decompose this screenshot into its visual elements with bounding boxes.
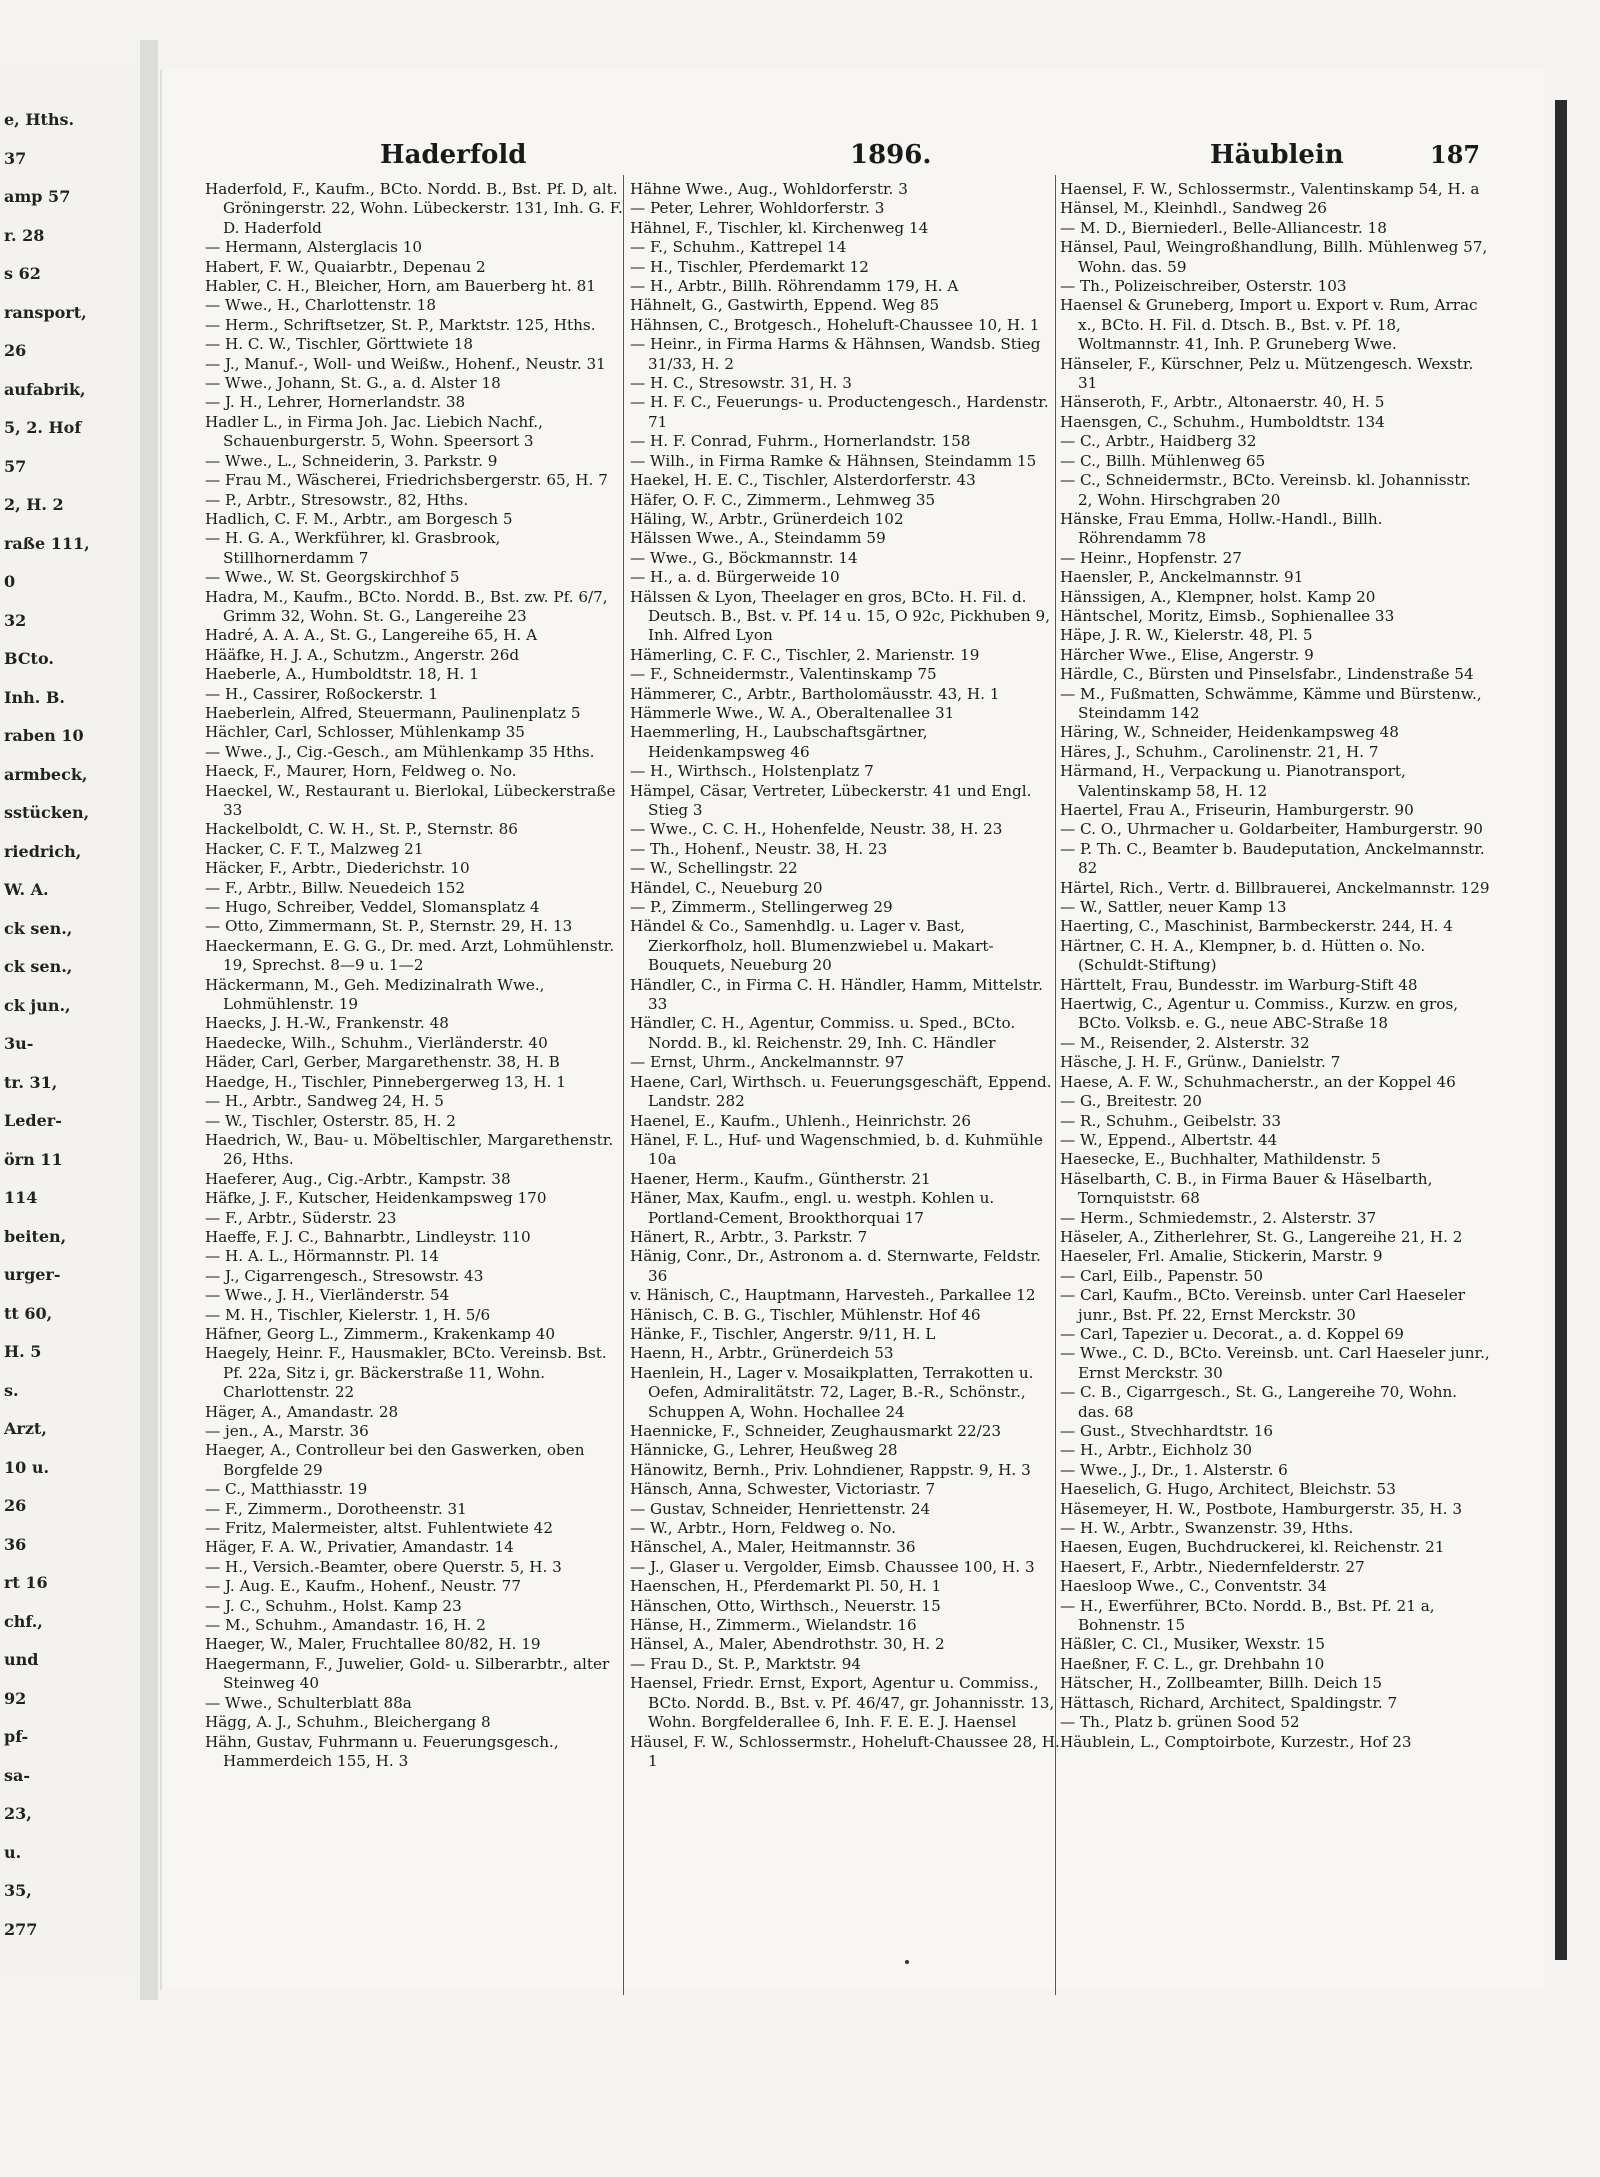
left-page-text-fragment: Arzt, <box>4 1419 47 1438</box>
left-page-text-fragment: 57 <box>4 456 27 476</box>
directory-entry: — Otto, Zimmermann, St. P., Sternstr. 29, H. 13 <box>205 917 573 936</box>
directory-entry: Haegermann, F., Juwelier, Gold- u. Silberarbtr., alter Steinweg 40 <box>205 1654 610 1693</box>
directory-entry: Habler, C. H., Bleicher, Horn, am Bauerberg ht. 81 <box>205 277 596 296</box>
left-page-text-fragment: chf., <box>4 1611 43 1631</box>
directory-entry: Häfer, O. F. C., Zimmerm., Lehmweg 35 <box>630 490 936 509</box>
directory-entry: Haesecke, E., Buchhalter, Mathildenstr. 5 <box>1060 1150 1381 1169</box>
directory-entry: Hättasch, Richard, Architect, Spaldingstr. 7 <box>1060 1693 1398 1712</box>
left-page-fragment <box>0 60 146 1980</box>
directory-entry: — H. C. W., Tischler, Görttwiete 18 <box>205 335 474 354</box>
directory-entry: Härtner, C. H. A., Klempner, b. d. Hütten o. No. (Schuldt-Stiftung) <box>1060 936 1426 975</box>
directory-entry: Hänseler, F., Kürschner, Pelz u. Mützengesch. Wexstr. 31 <box>1060 354 1474 393</box>
left-page-text-fragment: 114 <box>4 1188 38 1207</box>
directory-entry: Haegely, Heinr. F., Hausmakler, BCto. Vereinsb. Bst. Pf. 22a, Sitz i, gr. Bäckerstraße 11, Wohn. Charlottenstr. 22 <box>205 1344 607 1402</box>
directory-entry: — Wwe., J., Dr., 1. Alsterstr. 6 <box>1060 1460 1288 1479</box>
directory-entry: — P., Arbtr., Stresowstr., 82, Hths. <box>205 490 469 509</box>
directory-entry: — Ernst, Uhrm., Anckelmannstr. 97 <box>630 1053 905 1072</box>
directory-entry: — H., Cassirer, Roßockerstr. 1 <box>205 684 438 703</box>
directory-entry: Haeger, W., Maler, Fruchtallee 80/82, H. 19 <box>205 1635 541 1654</box>
left-page-text-fragment: 37 <box>4 148 27 168</box>
directory-entry: Haesen, Eugen, Buchdruckerei, kl. Reichenstr. 21 <box>1060 1538 1445 1557</box>
directory-entry: — H. A. L., Hörmannstr. Pl. 14 <box>205 1247 439 1266</box>
directory-entry: Haensel, Friedr. Ernst, Export, Agentur u. Commiss., BCto. Nordd. B., Bst. v. Pf. 46/47, gr. Johannisstr. 13, Wohn. Borgfelderallee 6, Inh. F. E. E. J. Haensel <box>630 1674 1055 1732</box>
left-page-text-fragment: 35, <box>4 1881 32 1900</box>
directory-entry: Hänseroth, F., Arbtr., Altonaerstr. 40, H. 5 <box>1060 393 1385 412</box>
left-page-text-fragment: s 62 <box>4 264 41 283</box>
directory-entry: Härcher Wwe., Elise, Angerstr. 9 <box>1060 645 1314 664</box>
column-1 <box>205 180 625 1771</box>
directory-entry: Häger, F. A. W., Privatier, Amandastr. 14 <box>205 1538 514 1557</box>
column-3 <box>1060 180 1490 1752</box>
directory-entry: Haeffe, F. J. C., Bahnarbtr., Lindleystr. 110 <box>205 1227 531 1246</box>
left-page-text-fragment: amp 57 <box>4 187 71 206</box>
directory-entry: — F., Schneidermstr., Valentinskamp 75 <box>630 665 937 684</box>
directory-entry: Haensler, P., Anckelmannstr. 91 <box>1060 568 1304 587</box>
directory-entry: — W., Eppend., Albertstr. 44 <box>1060 1130 1278 1149</box>
directory-entry: — Gust., Stvechhardtstr. 16 <box>1060 1422 1274 1440</box>
directory-entry: Hämpel, Cäsar, Vertreter, Lübeckerstr. 41 und Engl. Stieg 3 <box>630 781 1032 819</box>
directory-entry: — C., Arbtr., Haidberg 32 <box>1060 432 1257 451</box>
directory-entry: Haderfold, F., Kaufm., BCto. Nordd. B., Bst. Pf. D, alt. Gröningerstr. 22, Wohn. Lübeckerstr. 131, Inh. G. F. D. Haderfold <box>205 180 623 237</box>
page-fold <box>140 40 158 2000</box>
left-page-text-fragment: r. 28 <box>4 225 45 245</box>
directory-entry: — Wwe., Schulterblatt 88a <box>205 1693 412 1712</box>
left-page-text-fragment: 26 <box>4 1496 27 1515</box>
left-page-text-fragment: aufabrik, <box>4 379 86 399</box>
directory-entry: Haertel, Frau A., Friseurin, Hamburgerstr. 90 <box>1060 801 1414 819</box>
directory-entry: — J. C., Schuhm., Holst. Kamp 23 <box>205 1596 462 1615</box>
directory-entry: Haekel, H. E. C., Tischler, Alsterdorferstr. 43 <box>630 471 976 490</box>
directory-entry: Hääfke, H. J. A., Schutzm., Angerstr. 26d <box>205 645 520 664</box>
directory-entry: Haeckel, W., Restaurant u. Bierlokal, Lübeckerstraße 33 <box>205 781 616 819</box>
directory-entry: Hämerling, C. F. C., Tischler, 2. Marienstr. 19 <box>630 645 980 664</box>
directory-entry: — Fritz, Malermeister, altst. Fuhlentwiete 42 <box>205 1519 554 1538</box>
directory-entry: Haeberlein, Alfred, Steuermann, Paulinenplatz 5 <box>205 703 581 722</box>
directory-entry: — H., Tischler, Pferdemarkt 12 <box>630 257 869 276</box>
directory-entry: Hännicke, G., Lehrer, Heußweg 28 <box>630 1441 898 1460</box>
directory-entry: Haenschen, H., Pferdemarkt Pl. 50, H. 1 <box>630 1577 942 1596</box>
directory-entry: Haeck, F., Maurer, Horn, Feldweg o. No. <box>205 762 517 781</box>
directory-entry: — P., Zimmerm., Stellingerweg 29 <box>630 898 893 917</box>
directory-entry: Hähnsen, C., Brotgesch., Hoheluft-Chaussee 10, H. 1 <box>630 315 1040 334</box>
directory-entry: Haeberle, A., Humboldtstr. 18, H. 1 <box>205 665 479 684</box>
directory-entry: Hänke, F., Tischler, Angerstr. 9/11, H. L <box>630 1324 936 1343</box>
directory-entry: — W., Arbtr., Horn, Feldweg o. No. <box>630 1519 896 1538</box>
left-page-text-fragment: 92 <box>4 1688 27 1708</box>
directory-entry: — Carl, Eilb., Papenstr. 50 <box>1060 1266 1264 1285</box>
directory-entry: — M. H., Tischler, Kielerstr. 1, H. 5/6 <box>205 1305 491 1324</box>
directory-entry: Haene, Carl, Wirthsch. u. Feuerungsgeschäft, Eppend. Landstr. 282 <box>630 1072 1052 1111</box>
directory-entry: — H., Arbtr., Billh. Röhrendamm 179, H. A <box>630 277 959 296</box>
directory-entry: Haensel & Gruneberg, Import u. Export v. Rum, Arrac x., BCto. H. Fil. d. Dtsch. B., Bst. v. Pf. 18, Woltmannstr. 41, Inh. P. Gruneberg Wwe. <box>1060 296 1478 354</box>
directory-entry: Händel & Co., Samenhdlg. u. Lager v. Bast, Zierkorfholz, holl. Blumenzwiebel u. Makart-Bouquets, Neueburg 20 <box>630 917 994 975</box>
directory-entry: Häring, W., Schneider, Heidenkampsweg 48 <box>1060 723 1399 742</box>
directory-entry: — Peter, Lehrer, Wohldorferstr. 3 <box>630 199 885 218</box>
directory-entry: Hägg, A. J., Schuhm., Bleichergang 8 <box>205 1713 491 1732</box>
directory-entry: — Wilh., in Firma Ramke & Hähnsen, Steindamm 15 <box>630 451 1037 470</box>
directory-entry: — F., Arbtr., Billw. Neuedeich 152 <box>205 878 466 897</box>
directory-entry: — M., Fußmatten, Schwämme, Kämme und Bürstenw., Steindamm 142 <box>1060 684 1482 722</box>
directory-entry: Haeger, A., Controlleur bei den Gaswerken, oben Borgfelde 29 <box>205 1441 585 1479</box>
directory-entry: Haese, A. F. W., Schuhmacherstr., an der Koppel 46 <box>1060 1072 1456 1091</box>
directory-entry: — Wwe., C. D., BCto. Vereinsb. unt. Carl Haeseler junr., Ernst Merckstr. 30 <box>1060 1344 1490 1382</box>
directory-entry: Häcker, F., Arbtr., Diederichstr. 10 <box>205 859 470 878</box>
directory-entry: Hadler L., in Firma Joh. Jac. Liebich Nachf., Schauenburgerstr. 5, Wohn. Speersort 3 <box>205 412 543 451</box>
directory-entry: — C. B., Cigarrgesch., St. G., Langereihe 70, Wohn. das. 68 <box>1060 1383 1458 1421</box>
directory-entry: — Hermann, Alsterglacis 10 <box>205 238 423 257</box>
directory-entry: — Th., Hohenf., Neustr. 38, H. 23 <box>630 839 888 858</box>
directory-entry: Härdle, C., Bürsten und Pinselsfabr., Lindenstraße 54 <box>1060 665 1474 684</box>
directory-entry: — M. D., Bierniederl., Belle-Alliancestr. 18 <box>1060 218 1387 237</box>
directory-entry: — Hugo, Schreiber, Veddel, Slomansplatz 4 <box>205 898 540 917</box>
directory-entry: — Herm., Schriftsetzer, St. P., Marktstr. 125, Hths. <box>205 315 596 334</box>
directory-entry: — F., Arbtr., Süderstr. 23 <box>205 1208 397 1227</box>
directory-entry: Hänssigen, A., Klempner, holst. Kamp 20 <box>1060 587 1376 606</box>
left-page-text-fragment: raße 111, <box>4 533 90 553</box>
left-page-text-fragment: 36 <box>4 1534 27 1554</box>
left-page-text-fragment: 26 <box>4 341 27 360</box>
directory-entry: Hähne Wwe., Aug., Wohldorferstr. 3 <box>630 180 908 198</box>
directory-entry: Häner, Max, Kaufm., engl. u. westph. Kohlen u. Portland-Cement, Brookthorquai 17 <box>630 1189 995 1227</box>
directory-entry: Häsemeyer, H. W., Postbote, Hamburgerstr. 35, H. 3 <box>1060 1499 1462 1518</box>
directory-entry: — H. F. Conrad, Fuhrm., Hornerlandstr. 158 <box>630 432 971 451</box>
directory-entry: Haerting, C., Maschinist, Barmbeckerstr. 244, H. 4 <box>1060 917 1453 936</box>
directory-entry: Häntschel, Moritz, Eimsb., Sophienallee 33 <box>1060 606 1395 625</box>
left-page-text-fragment: u. <box>4 1842 22 1862</box>
directory-entry: Hänig, Conr., Dr., Astronom a. d. Sternwarte, Feldstr. 36 <box>630 1247 1041 1285</box>
directory-entry: — H., Arbtr., Eichholz 30 <box>1060 1441 1253 1460</box>
directory-entry: — F., Zimmerm., Dorotheenstr. 31 <box>205 1499 467 1518</box>
directory-entry: — Carl, Kaufm., BCto. Vereinsb. unter Carl Haeseler junr., Bst. Pf. 22, Ernst Merckstr. 30 <box>1060 1286 1466 1324</box>
directory-entry: Hälssen & Lyon, Theelager en gros, BCto. H. Fil. d. Deutsch. B., Bst. v. Pf. 14 u. 15, O 92c, Pickhuben 9, Inh. Alfred Lyon <box>630 587 1051 645</box>
directory-entry: Haenn, H., Arbtr., Grünerdeich 53 <box>630 1344 894 1363</box>
left-page-text-fragment: 0 <box>4 572 16 591</box>
directory-entry: Haensgen, C., Schuhm., Humboldtstr. 134 <box>1060 412 1385 431</box>
directory-entry: — Wwe., C. C. H., Hohenfelde, Neustr. 38, H. 23 <box>630 820 1003 839</box>
directory-entry: — H. F. C., Feuerungs- u. Productengesch., Hardenstr. 71 <box>630 393 1049 431</box>
directory-entry: Haennicke, F., Schneider, Zeughausmarkt 22/23 <box>630 1422 1002 1440</box>
directory-entry: Häsche, J. H. F., Grünw., Danielstr. 7 <box>1060 1053 1341 1072</box>
header-year: 1896. <box>850 140 932 170</box>
directory-entry: — J., Cigarrengesch., Stresowstr. 43 <box>205 1266 484 1285</box>
directory-entry: — J., Manuf.-, Woll- und Weißw., Hohenf., Neustr. 31 <box>205 354 606 373</box>
directory-entry: — Frau D., St. P., Marktstr. 94 <box>630 1654 862 1673</box>
directory-entry: — Wwe., W. St. Georgskirchhof 5 <box>205 568 460 587</box>
left-page-text-fragment: sstücken, <box>4 803 90 822</box>
directory-entry: — M., Schuhm., Amandastr. 16, H. 2 <box>205 1616 486 1635</box>
directory-entry: Hänsel, M., Kleinhdl., Sandweg 26 <box>1060 199 1327 218</box>
directory-entry: Hackelboldt, C. W. H., St. P., Sternstr. 86 <box>205 820 518 839</box>
directory-entry: Hälssen Wwe., A., Steindamm 59 <box>630 529 886 548</box>
directory-entry: Härttelt, Frau, Bundesstr. im Warburg-Stift 48 <box>1060 975 1418 994</box>
directory-entry: — C. O., Uhrmacher u. Goldarbeiter, Hamburgerstr. 90 <box>1060 820 1483 839</box>
directory-entry: Haertwig, C., Agentur u. Commiss., Kurzw. en gros, BCto. Volksb. e. G., neue ABC-Straße 18 <box>1060 995 1459 1033</box>
left-page-text-fragment: 2, H. 2 <box>4 495 64 514</box>
directory-entry: Haeferer, Aug., Cig.-Arbtr., Kampstr. 38 <box>205 1169 511 1188</box>
directory-entry: — F., Schuhm., Kattrepel 14 <box>630 238 847 257</box>
left-page-text-fragment: örn 11 <box>4 1149 63 1169</box>
directory-entry: Hadlich, C. F. M., Arbtr., am Borgesch 5 <box>205 509 513 528</box>
page-number: 187 <box>1430 140 1481 169</box>
directory-entry: — M., Reisender, 2. Alsterstr. 32 <box>1060 1033 1310 1052</box>
directory-entry: — G., Breitestr. 20 <box>1060 1092 1202 1111</box>
directory-entry: v. Hänisch, C., Hauptmann, Harvesteh., Parkallee 12 <box>630 1286 1036 1305</box>
directory-entry: Hadré, A. A. A., St. G., Langereihe 65, H. A <box>205 626 538 645</box>
directory-entry: Häfke, J. F., Kutscher, Heidenkampsweg 170 <box>205 1189 547 1208</box>
directory-entry: Haeckermann, E. G. G., Dr. med. Arzt, Lohmühlenstr. 19, Sprechst. 8—9 u. 1—2 <box>205 936 615 975</box>
directory-entry: Härmand, H., Verpackung u. Pianotransport, Valentinskamp 58, H. 12 <box>1060 762 1406 800</box>
left-page-text-fragment: Leder- <box>4 1111 62 1130</box>
directory-entry: — Herm., Schmiedemstr., 2. Alsterstr. 37 <box>1060 1208 1377 1227</box>
directory-entry: — H., Ewerführer, BCto. Nordd. B., Bst. Pf. 21 a, Bohnenstr. 15 <box>1060 1596 1435 1635</box>
directory-entry: — C., Billh. Mühlenweg 65 <box>1060 451 1266 470</box>
directory-entry: Hächler, Carl, Schlosser, Mühlenkamp 35 <box>205 723 525 742</box>
directory-entry: — Frau M., Wäscherei, Friedrichsbergerstr. 65, H. 7 <box>205 471 608 490</box>
directory-entry: — Carl, Tapezier u. Decorat., a. d. Koppel 69 <box>1060 1324 1404 1343</box>
left-page-text-fragment: Inh. B. <box>4 687 65 707</box>
left-page-text-fragment: pf- <box>4 1727 29 1746</box>
directory-entry: Hänsch, Anna, Schwester, Victoriastr. 7 <box>630 1480 936 1499</box>
directory-entry: — H., Versich.-Beamter, obere Querstr. 5, H. 3 <box>205 1557 562 1576</box>
directory-entry: Haenlein, H., Lager v. Mosaikplatten, Terrakotten u. Oefen, Admiralitätstr. 72, Lager, B.-R., Schönstr., Schuppen A, Wohn. Hochallee 24 <box>630 1363 1034 1421</box>
directory-entry: Hähn, Gustav, Fuhrmann u. Feuerungsgesch., Hammerdeich 155, H. 3 <box>205 1732 559 1770</box>
directory-entry: — W., Sattler, neuer Kamp 13 <box>1060 898 1287 917</box>
directory-entry: — R., Schuhm., Geibelstr. 33 <box>1060 1111 1282 1130</box>
left-page-text-fragment: s. <box>4 1380 19 1400</box>
directory-entry: Hähnelt, G., Gastwirth, Eppend. Weg 85 <box>630 296 940 315</box>
directory-entry: Häusel, F. W., Schlossermstr., Hoheluft-Chaussee 28, H. 1 <box>630 1732 1060 1770</box>
left-page-text-fragment: ck sen., <box>4 918 73 938</box>
directory-entry: Hätscher, H., Zollbeamter, Billh. Deich 15 <box>1060 1674 1382 1693</box>
directory-entry: — H., Arbtr., Sandweg 24, H. 5 <box>205 1092 444 1111</box>
left-page-text-fragment: W. A. <box>4 880 49 899</box>
directory-entry: — Heinr., Hopfenstr. 27 <box>1060 548 1242 567</box>
left-page-text-fragment: 277 <box>4 1919 38 1939</box>
left-page-text-fragment: urger- <box>4 1265 61 1284</box>
left-page-text-fragment: tr. 31, <box>4 1072 58 1092</box>
directory-entry: Haedecke, Wilh., Schuhm., Vierländerstr. 40 <box>205 1033 548 1052</box>
directory-entry: — Wwe., G., Böckmannstr. 14 <box>630 548 858 567</box>
directory-entry: Hänse, H., Zimmerm., Wielandstr. 16 <box>630 1616 917 1635</box>
directory-entry: Hänel, F. L., Huf- und Wagenschmied, b. d. Kuhmühle 10a <box>630 1130 1043 1169</box>
directory-entry: Hadra, M., Kaufm., BCto. Nordd. B., Bst. zw. Pf. 6/7, Grimm 32, Wohn. St. G., Langereihe 23 <box>205 587 608 625</box>
directory-entry: — H., a. d. Bürgerweide 10 <box>630 568 840 587</box>
directory-entry: Hähnel, F., Tischler, kl. Kirchenweg 14 <box>630 218 929 237</box>
directory-entry: Häder, Carl, Gerber, Margarethenstr. 38, H. B <box>205 1053 560 1072</box>
directory-entry: Hämmerer, C., Arbtr., Bartholomäusstr. 43, H. 1 <box>630 684 1000 703</box>
directory-entry: Haeseler, Frl. Amalie, Stickerin, Marstr. 9 <box>1060 1247 1383 1266</box>
directory-entry: Härtel, Rich., Vertr. d. Billbrauerei, Anckelmannstr. 129 <box>1060 878 1490 897</box>
directory-entry: — H. W., Arbtr., Swanzenstr. 39, Hths. <box>1060 1519 1354 1538</box>
directory-entry: — Th., Polizeischreiber, Osterstr. 103 <box>1060 277 1347 296</box>
directory-entry: Haecks, J. H.-W., Frankenstr. 48 <box>205 1014 449 1033</box>
directory-entry: Hänisch, C. B. G., Tischler, Mühlenstr. Hof 46 <box>630 1305 981 1324</box>
directory-entry: Händel, C., Neueburg 20 <box>630 878 823 897</box>
directory-entry: — P. Th. C., Beamter b. Baudeputation, Anckelmannstr. 82 <box>1060 839 1485 878</box>
directory-entry: Händler, C., in Firma C. H. Händler, Hamm, Mittelstr. 33 <box>630 975 1043 1014</box>
left-page-text-fragment: e, Hths. <box>4 110 75 129</box>
directory-entry: — Wwe., J. H., Vierländerstr. 54 <box>205 1286 450 1305</box>
left-page-text-fragment: beiten, <box>4 1226 67 1246</box>
directory-entry: — Gustav, Schneider, Henriettenstr. 24 <box>630 1499 931 1518</box>
directory-entry: — Th., Platz b. grünen Sood 52 <box>1060 1713 1300 1732</box>
directory-entry: Häublein, L., Comptoirbote, Kurzestr., Hof 23 <box>1060 1732 1412 1751</box>
directory-entry: Häselbarth, C. B., in Firma Bauer & Häselbarth, Tornquiststr. 68 <box>1060 1169 1433 1208</box>
directory-entry: Hänert, R., Arbtr., 3. Parkstr. 7 <box>630 1227 868 1246</box>
directory-entry: — C., Schneidermstr., BCto. Vereinsb. kl. Johannisstr. 2, Wohn. Hirschgraben 20 <box>1060 471 1471 509</box>
left-page-text-fragment: riedrich, <box>4 841 82 861</box>
left-page-text-fragment: ck jun., <box>4 995 71 1015</box>
directory-entry: — J. H., Lehrer, Hornerlandstr. 38 <box>205 393 466 412</box>
directory-entry: Haesert, F., Arbtr., Niedernfelderstr. 27 <box>1060 1557 1365 1576</box>
directory-entry: Häßler, C. Cl., Musiker, Wexstr. 15 <box>1060 1635 1326 1654</box>
directory-entry: Häckermann, M., Geh. Medizinalrath Wwe., Lohmühlenstr. 19 <box>205 975 545 1014</box>
page-edge-shadow <box>1555 100 1567 1960</box>
page-mark <box>905 1960 909 1964</box>
directory-entry: — W., Tischler, Osterstr. 85, H. 2 <box>205 1111 456 1130</box>
left-page-text-fragment: tt 60, <box>4 1303 53 1323</box>
directory-entry: Häger, A., Amandastr. 28 <box>205 1402 399 1421</box>
directory-entry: Haedrich, W., Bau- u. Möbeltischler, Margarethenstr. 26, Hths. <box>205 1130 614 1169</box>
header-left-keyword: Haderfold <box>380 140 527 170</box>
directory-entry: Hänske, Frau Emma, Hollw.-Handl., Billh. Röhrendamm 78 <box>1060 509 1383 548</box>
directory-entry: — J., Glaser u. Vergolder, Eimsb. Chaussee 100, H. 3 <box>630 1557 1035 1576</box>
directory-entry: — jen., A., Marstr. 36 <box>205 1422 369 1440</box>
directory-entry: Häfner, Georg L., Zimmerm., Krakenkamp 40 <box>205 1324 556 1343</box>
directory-entry: — W., Schellingstr. 22 <box>630 859 798 878</box>
directory-entry: Häseler, A., Zitherlehrer, St. G., Langereihe 21, H. 2 <box>1060 1227 1463 1246</box>
page-header <box>200 140 1490 180</box>
directory-entry: Häling, W., Arbtr., Grünerdeich 102 <box>630 509 904 528</box>
directory-entry: Häpe, J. R. W., Kielerstr. 48, Pl. 5 <box>1060 626 1313 645</box>
directory-entry: Häres, J., Schuhm., Carolinenstr. 21, H. 7 <box>1060 742 1379 761</box>
directory-entry: — Wwe., H., Charlottenstr. 18 <box>205 296 436 315</box>
left-page-text-fragment: ransport, <box>4 302 87 322</box>
directory-entry: Haemmerling, H., Laubschaftsgärtner, Heidenkampsweg 46 <box>630 723 928 761</box>
left-page-text-fragment: ck sen., <box>4 957 73 976</box>
directory-entry: — Heinr., in Firma Harms & Hähnsen, Wandsb. Stieg 31/33, H. 2 <box>630 335 1041 373</box>
directory-entry: — J. Aug. E., Kaufm., Hohenf., Neustr. 77 <box>205 1577 521 1596</box>
directory-entry: Hänowitz, Bernh., Priv. Lohndiener, Rappstr. 9, H. 3 <box>630 1460 1031 1479</box>
directory-entry: Hänsel, Paul, Weingroßhandlung, Billh. Mühlenweg 57, Wohn. das. 59 <box>1060 238 1488 276</box>
directory-entry: — Wwe., J., Cig.-Gesch., am Mühlenkamp 35 Hths. <box>205 742 595 761</box>
directory-entry: — C., Matthiasstr. 19 <box>205 1480 368 1499</box>
column-2 <box>630 180 1060 1771</box>
directory-entry: Hänschen, Otto, Wirthsch., Neuerstr. 15 <box>630 1596 941 1615</box>
left-page-text-fragment: sa- <box>4 1765 31 1785</box>
left-page-text-fragment: H. 5 <box>4 1342 42 1361</box>
left-page-text-fragment: rt 16 <box>4 1573 48 1592</box>
directory-entry: — Wwe., Johann, St. G., a. d. Alster 18 <box>205 374 501 393</box>
left-page-text-fragment: 3u- <box>4 1034 34 1053</box>
left-page-text-fragment: 5, 2. Hof <box>4 418 82 437</box>
directory-entry: — Wwe., L., Schneiderin, 3. Parkstr. 9 <box>205 451 498 470</box>
directory-entry: Hänschel, A., Maler, Heitmannstr. 36 <box>630 1538 916 1557</box>
directory-entry: Haeselich, G. Hugo, Architect, Bleichstr. 53 <box>1060 1480 1396 1499</box>
header-right-keyword: Häublein <box>1210 140 1344 170</box>
left-page-text-fragment: und <box>4 1650 39 1669</box>
directory-page <box>160 70 1545 1990</box>
left-page-text-fragment: armbeck, <box>4 764 88 784</box>
directory-entry: Haesloop Wwe., C., Conventstr. 34 <box>1060 1577 1327 1596</box>
directory-entry: Haener, Herm., Kaufm., Güntherstr. 21 <box>630 1169 931 1188</box>
directory-entry: — H. G. A., Werkführer, kl. Grasbrook, Stillhornerdamm 7 <box>205 529 501 567</box>
directory-entry: Haenel, E., Kaufm., Uhlenh., Heinrichstr. 26 <box>630 1111 972 1130</box>
directory-entry: — H. C., Stresowstr. 31, H. 3 <box>630 374 852 393</box>
directory-entry: Hacker, C. F. T., Malzweg 21 <box>205 839 424 858</box>
directory-entry: Habert, F. W., Quaiarbtr., Depenau 2 <box>205 257 486 276</box>
directory-entry: Haensel, F. W., Schlossermstr., Valentinskamp 54, H. a <box>1060 180 1480 198</box>
left-page-text-fragment: 23, <box>4 1804 32 1823</box>
left-page-text-fragment: BCto. <box>4 649 54 668</box>
left-page-text-fragment: 32 <box>4 610 27 630</box>
left-page-text-fragment: 10 u. <box>4 1457 50 1477</box>
directory-entry: Hänsel, A., Maler, Abendrothstr. 30, H. 2 <box>630 1635 945 1654</box>
directory-entry: Haeßner, F. C. L., gr. Drehbahn 10 <box>1060 1654 1325 1673</box>
directory-entry: Haedge, H., Tischler, Pinnebergerweg 13, H. 1 <box>205 1072 566 1091</box>
directory-entry: Händler, C. H., Agentur, Commiss. u. Sped., BCto. Nordd. B., kl. Reichenstr. 29, Inh. C. Händler <box>630 1014 1016 1052</box>
directory-entry: Hämmerle Wwe., W. A., Oberaltenallee 31 <box>630 703 955 722</box>
left-page-text-fragment: raben 10 <box>4 726 84 745</box>
directory-entry: — H., Wirthsch., Holstenplatz 7 <box>630 762 874 781</box>
